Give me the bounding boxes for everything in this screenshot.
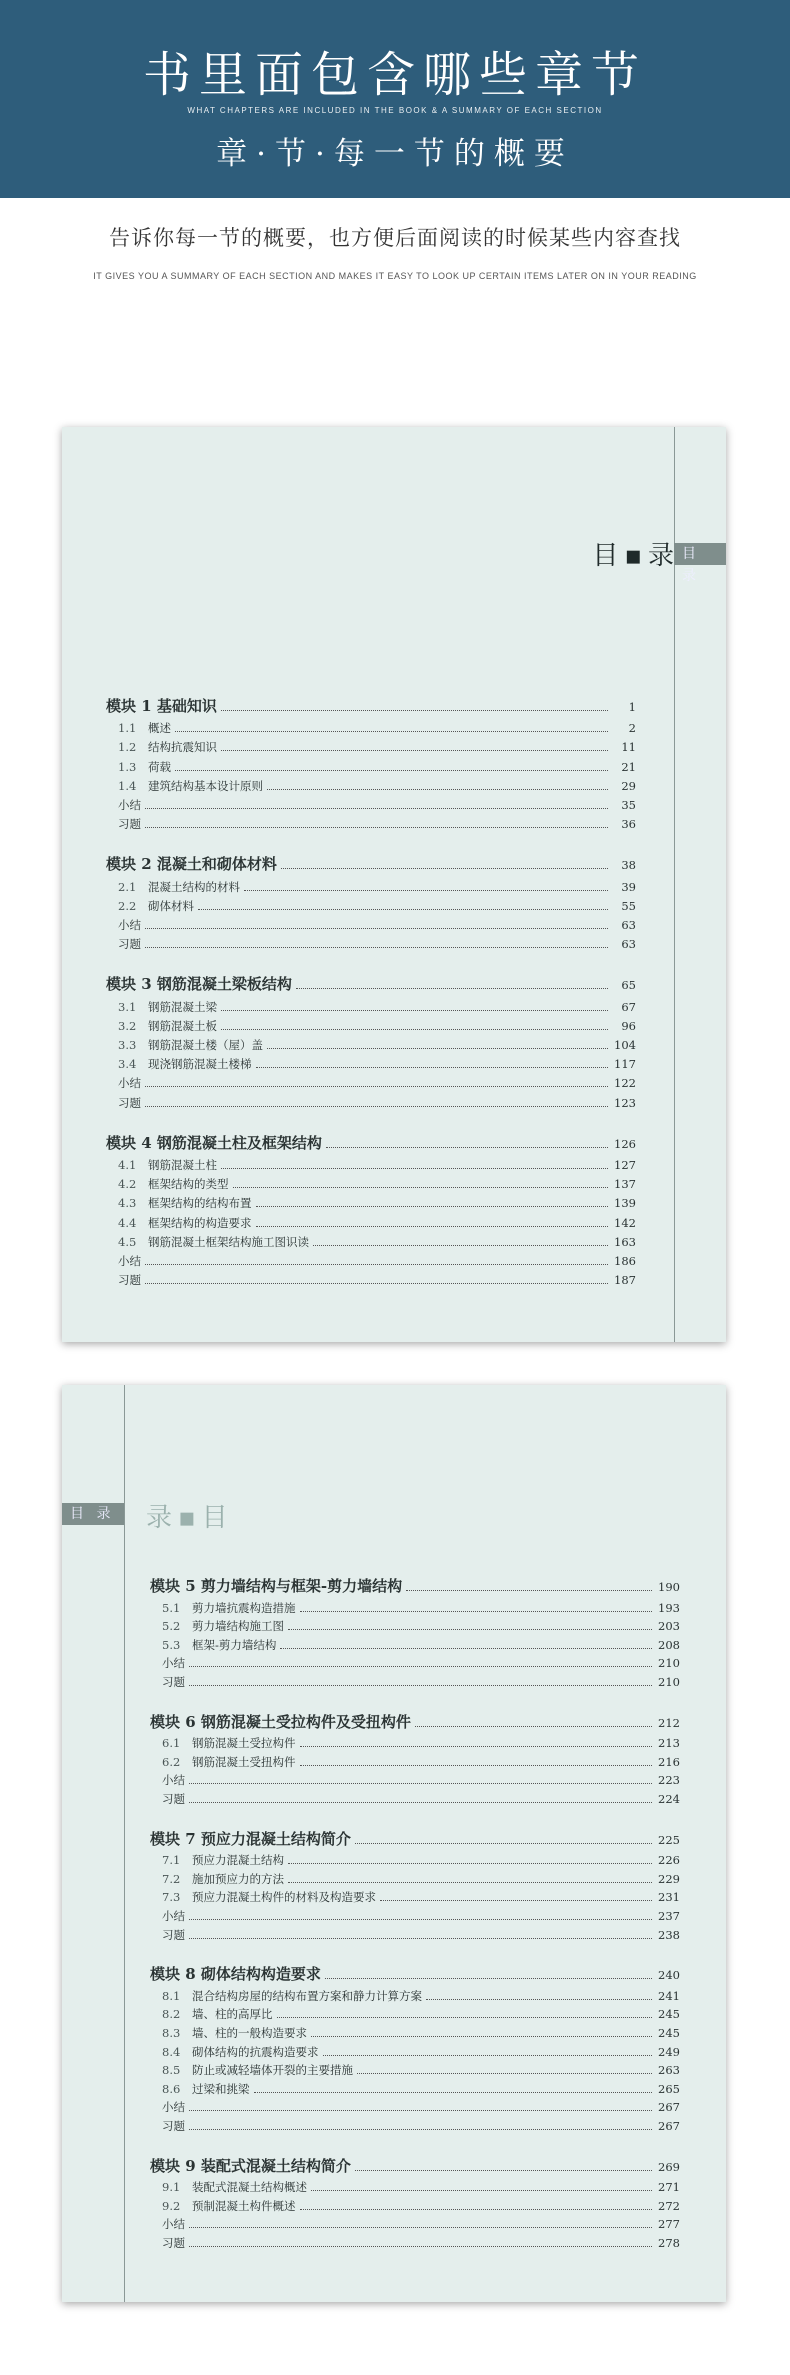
page-number: 11 <box>621 740 636 755</box>
toc-section-entry <box>118 797 636 813</box>
leader-dots <box>280 1648 652 1649</box>
leader-dots <box>189 1938 652 1939</box>
leader-dots <box>281 868 608 869</box>
leader-dots <box>288 1629 652 1630</box>
section-number: 9.1 <box>162 2180 181 2195</box>
section-title: 小结 <box>118 798 141 812</box>
section-number: 9.2 <box>162 2198 181 2213</box>
page-number: 67 <box>621 999 636 1014</box>
toc-section-entry <box>118 1056 636 1072</box>
section-title: 剪力墙结构施工图 <box>192 1619 284 1634</box>
section-title: 习题 <box>162 1675 185 1689</box>
section-number: 5.1 <box>162 1600 181 1615</box>
page-number: 65 <box>621 978 636 993</box>
page-number: 245 <box>658 2026 680 2040</box>
toc-section-entry <box>118 1215 636 1231</box>
section-title: 荷载 <box>148 759 171 774</box>
leader-dots <box>426 1999 652 2000</box>
section-number: 3.3 <box>118 1038 137 1052</box>
leader-dots <box>145 827 608 828</box>
section-title: 现浇钢筋混凝土楼梯 <box>148 1057 252 1072</box>
leader-dots <box>145 1106 608 1107</box>
leader-dots <box>256 1067 609 1068</box>
toc-page-1 <box>62 427 726 1342</box>
page-number: 36 <box>621 817 636 832</box>
side-tab: 目 录 <box>62 1503 124 1525</box>
section-number: 7.3 <box>162 1890 181 1905</box>
module-title: 模块 9 装配式混凝土结构简介 <box>150 2156 351 2175</box>
toc-section-entry <box>118 1095 636 1111</box>
section-number: 5.2 <box>162 1619 181 1634</box>
toc-section-entry <box>118 1234 636 1250</box>
leader-dots <box>221 1010 608 1011</box>
leader-dots <box>355 1843 652 1844</box>
page-number: 142 <box>614 1215 636 1230</box>
page-number: 212 <box>658 1715 680 1730</box>
toc-section-entry <box>118 778 636 794</box>
page-number: 231 <box>658 1890 680 1905</box>
leader-dots <box>357 2073 652 2074</box>
section-title: 预应力混凝土构件的材料及构造要求 <box>192 1890 376 1905</box>
toc-section-entry <box>118 739 636 755</box>
leader-dots <box>189 1919 652 1920</box>
page-number: 96 <box>621 1018 636 1033</box>
leader-dots <box>221 710 608 711</box>
leader-dots <box>256 1226 609 1227</box>
leader-dots <box>189 2227 652 2228</box>
leader-dots <box>189 1802 652 1803</box>
intro-text: 告诉你每一节的概要，也方便后面阅读的时候某些内容查找 <box>109 226 681 250</box>
toc-module-entry <box>150 1963 680 1984</box>
section-title: 钢筋混凝土受拉构件 <box>192 1736 296 1751</box>
toc-heading: 目▪录 <box>592 541 680 571</box>
page-number: 1 <box>628 700 636 714</box>
leader-dots <box>221 1029 608 1030</box>
toc-section-entry <box>118 1037 636 1053</box>
section-title: 预应力混凝土结构 <box>192 1853 284 1868</box>
toc-section-entry <box>162 2099 680 2115</box>
leader-dots <box>300 1611 653 1612</box>
section-title: 小结 <box>118 918 141 932</box>
section-number: 7.1 <box>162 1853 181 1868</box>
section-number: 8.6 <box>162 2081 181 2096</box>
section-number: 6.1 <box>162 1736 181 1751</box>
leader-dots <box>288 1863 652 1864</box>
leader-dots <box>313 1245 608 1246</box>
toc-section-entry <box>162 2179 680 2195</box>
page-number: 224 <box>658 1792 680 1806</box>
section-title: 混凝土结构的材料 <box>148 879 240 894</box>
module-title: 模块 8 砌体结构构造要求 <box>150 1965 321 1984</box>
page-number: 203 <box>658 1619 680 1634</box>
intro-text-en: IT GIVES YOU A SUMMARY OF EACH SECTION AND MAKES IT EASY TO LOOK UP CERTAIN ITEMS LATER ON IN YOUR READING <box>93 271 697 281</box>
toc-module-entry <box>106 853 636 874</box>
page-number: 193 <box>658 1600 680 1615</box>
page-number: 55 <box>621 898 636 913</box>
toc-section-entry <box>162 1772 680 1788</box>
section-title: 建筑结构基本设计原则 <box>148 778 263 793</box>
toc-section-entry <box>118 1075 636 1091</box>
leader-dots <box>221 1168 608 1169</box>
section-title: 混合结构房屋的结构布置方案和静力计算方案 <box>192 1988 422 2003</box>
section-number: 6.2 <box>162 1754 181 1769</box>
section-number: 7.2 <box>162 1871 181 1886</box>
page-number: 2 <box>628 721 636 736</box>
toc-section-entry <box>162 2198 680 2214</box>
section-title: 习题 <box>118 1095 141 1110</box>
leader-dots <box>145 947 608 948</box>
page-number: 21 <box>621 759 636 774</box>
leader-dots <box>189 2246 652 2247</box>
leader-dots <box>145 1264 608 1265</box>
toc-section-entry <box>162 2216 680 2232</box>
section-title: 习题 <box>162 2119 185 2133</box>
section-title: 小结 <box>118 1254 141 1268</box>
section-title: 习题 <box>118 1273 141 1288</box>
section-title: 概述 <box>148 721 171 736</box>
page-number: 263 <box>658 2063 680 2078</box>
section-title: 框架-剪力墙结构 <box>192 1637 277 1652</box>
section-number: 1.3 <box>118 759 137 774</box>
toc-section-entry <box>162 1637 680 1653</box>
module-title: 模块 2 混凝土和砌体材料 <box>106 855 277 874</box>
page-number: 245 <box>658 2007 680 2022</box>
section-title: 小结 <box>162 1656 185 1671</box>
section-number: 1.2 <box>118 740 137 755</box>
toc-section-entry <box>162 1908 680 1924</box>
module-title: 模块 5 剪力墙结构与框架-剪力墙结构 <box>150 1577 403 1595</box>
leader-dots <box>189 2129 652 2130</box>
section-title: 小结 <box>162 1773 185 1788</box>
section-title: 习题 <box>118 817 141 832</box>
leader-dots <box>198 909 608 910</box>
toc-page-2 <box>62 1385 726 2302</box>
section-title: 钢筋混凝土楼（屋）盖 <box>148 1038 263 1052</box>
page-number: 265 <box>658 2081 680 2096</box>
page-number: 216 <box>658 1754 680 1769</box>
section-title: 钢筋混凝土梁 <box>148 999 217 1014</box>
leader-dots <box>355 2170 652 2171</box>
page-number: 208 <box>658 1637 680 1652</box>
leader-dots <box>296 988 608 989</box>
section-number: 4.3 <box>118 1196 137 1211</box>
page-number: 237 <box>658 1909 680 1923</box>
leader-dots <box>267 1048 608 1049</box>
toc-section-entry <box>162 1852 680 1868</box>
leader-dots <box>244 890 608 891</box>
leader-dots <box>406 1590 652 1591</box>
page-number: 238 <box>658 1927 680 1942</box>
toc-section-entry <box>118 936 636 952</box>
section-number: 4.5 <box>118 1234 137 1249</box>
section-title: 习题 <box>118 937 141 952</box>
page-number: 210 <box>658 1656 680 1671</box>
page-number: 240 <box>658 1968 680 1983</box>
toc-section-entry <box>118 917 636 933</box>
page-number: 127 <box>614 1158 636 1172</box>
leader-dots <box>145 1283 608 1284</box>
toc-section-entry <box>162 1735 680 1751</box>
page-number: 249 <box>658 2044 680 2059</box>
leader-dots <box>311 2190 652 2191</box>
page-number: 225 <box>658 1832 680 1847</box>
toc-module-entry <box>150 1711 680 1732</box>
section-title: 防止或减轻墙体开裂的主要措施 <box>192 2063 353 2078</box>
section-number: 1.1 <box>118 721 137 736</box>
page-number: 278 <box>658 2236 680 2250</box>
section-number: 8.1 <box>162 1988 181 2003</box>
page-number: 267 <box>658 2119 680 2133</box>
toc-section-entry <box>118 1253 636 1269</box>
side-tab: 目 录 <box>674 543 726 565</box>
leader-dots <box>277 2017 653 2018</box>
page-number: 63 <box>621 918 636 932</box>
toc-section-entry <box>162 1871 680 1887</box>
page-number: 186 <box>614 1254 636 1268</box>
leader-dots <box>300 1765 653 1766</box>
section-number: 8.3 <box>162 2026 181 2040</box>
toc-section-entry <box>118 1195 636 1211</box>
leader-dots <box>267 789 608 790</box>
toc-heading: 录▪目 <box>146 1503 234 1533</box>
module-title: 模块 6 钢筋混凝土受拉构件及受扭构件 <box>150 1712 411 1731</box>
toc-section-entry <box>162 1618 680 1634</box>
banner-subtitle-en: WHAT CHAPTERS ARE INCLUDED IN THE BOOK & A SUMMARY OF EACH SECTION <box>187 106 603 115</box>
page-number: 190 <box>658 1580 680 1594</box>
leader-dots <box>256 1206 609 1207</box>
page-number: 271 <box>658 2180 680 2195</box>
section-title: 习题 <box>162 2236 185 2250</box>
page-number: 269 <box>658 2159 680 2174</box>
section-title: 墙、柱的高厚比 <box>192 2007 273 2022</box>
section-title: 钢筋混凝土受扭构件 <box>192 1754 296 1769</box>
toc-section-entry <box>162 1988 680 2004</box>
toc-section-entry <box>118 720 636 736</box>
leader-dots <box>300 1746 653 1747</box>
toc-section-entry <box>118 879 636 895</box>
leader-dots <box>300 2209 653 2210</box>
section-title: 剪力墙抗震构造措施 <box>192 1600 296 1615</box>
leader-dots <box>189 1666 652 1667</box>
toc-module-entry <box>150 2155 680 2176</box>
leader-dots <box>415 1726 652 1727</box>
leader-dots <box>380 1900 652 1901</box>
section-title: 习题 <box>162 1927 185 1942</box>
page-number: 241 <box>658 1988 680 2003</box>
leader-dots <box>189 1685 652 1686</box>
header-banner <box>0 0 790 198</box>
section-number: 8.4 <box>162 2044 181 2059</box>
page-rule <box>124 1385 125 2302</box>
page-number: 272 <box>658 2198 680 2213</box>
page-number: 38 <box>621 858 636 873</box>
leader-dots <box>175 731 608 732</box>
toc-module-entry <box>106 695 636 716</box>
section-number: 2.2 <box>118 898 137 913</box>
section-title: 装配式混凝土结构概述 <box>192 2180 307 2195</box>
leader-dots <box>233 1187 609 1188</box>
toc-section-entry <box>118 1018 636 1034</box>
leader-dots <box>311 2036 652 2037</box>
toc-section-entry <box>162 2025 680 2041</box>
section-title: 墙、柱的一般构造要求 <box>192 2026 307 2040</box>
page-number: 39 <box>621 879 636 894</box>
toc-module-entry <box>150 1828 680 1849</box>
page-number: 126 <box>614 1136 636 1151</box>
section-number: 5.3 <box>162 1637 181 1652</box>
section-title: 钢筋混凝土框架结构施工图识读 <box>148 1234 309 1249</box>
section-title: 小结 <box>118 1076 141 1091</box>
section-number: 4.2 <box>118 1177 137 1192</box>
toc-section-entry <box>162 1889 680 1905</box>
toc-section-entry <box>162 1600 680 1616</box>
section-title: 框架结构的类型 <box>148 1177 229 1192</box>
page-number: 163 <box>614 1234 636 1249</box>
page-number: 229 <box>658 1871 680 1886</box>
section-title: 小结 <box>162 1909 185 1923</box>
section-number: 4.4 <box>118 1215 137 1230</box>
section-title: 小结 <box>162 2217 185 2232</box>
toc-section-entry <box>162 1754 680 1770</box>
leader-dots <box>189 2110 652 2111</box>
section-number: 4.1 <box>118 1158 137 1172</box>
section-title: 框架结构的构造要求 <box>148 1215 252 1230</box>
toc-module-entry <box>106 973 636 994</box>
module-title: 模块 4 钢筋混凝土柱及框架结构 <box>106 1133 322 1152</box>
toc-module-entry <box>106 1132 636 1153</box>
section-title: 预制混凝土构件概述 <box>192 2198 296 2213</box>
toc-section-entry <box>118 898 636 914</box>
page-number: 226 <box>658 1853 680 1868</box>
page-number: 137 <box>614 1177 636 1192</box>
section-title: 钢筋混凝土板 <box>148 1018 217 1033</box>
toc-section-entry <box>162 2081 680 2097</box>
toc-section-entry <box>162 1674 680 1690</box>
page-number: 117 <box>614 1057 636 1072</box>
page-number: 63 <box>621 937 636 952</box>
page-number: 210 <box>658 1675 680 1689</box>
toc-section-entry <box>118 816 636 832</box>
page-number: 267 <box>658 2100 680 2115</box>
leader-dots <box>145 808 608 809</box>
section-number: 3.4 <box>118 1057 137 1072</box>
toc-section-entry <box>162 2118 680 2134</box>
leader-dots <box>189 1783 652 1784</box>
page-number: 35 <box>621 798 636 812</box>
module-title: 模块 7 预应力混凝土结构简介 <box>150 1829 351 1848</box>
toc-section-entry <box>162 1655 680 1671</box>
page-number: 213 <box>658 1736 680 1751</box>
banner-subtitle: 章·节·每一节的概要 <box>216 136 574 172</box>
toc-section-entry <box>118 1272 636 1288</box>
leader-dots <box>145 928 608 929</box>
section-number: 2.1 <box>118 879 137 894</box>
page-number: 139 <box>614 1196 636 1211</box>
section-title: 钢筋混凝土柱 <box>148 1158 217 1172</box>
section-title: 习题 <box>162 1792 185 1806</box>
toc-section-entry <box>162 1791 680 1807</box>
section-number: 8.2 <box>162 2007 181 2022</box>
leader-dots <box>288 1882 652 1883</box>
page-number: 123 <box>614 1095 636 1110</box>
leader-dots <box>325 1978 652 1979</box>
section-number: 8.5 <box>162 2063 181 2078</box>
page-number: 277 <box>658 2217 680 2232</box>
toc-section-entry <box>162 2062 680 2078</box>
leader-dots <box>221 750 608 751</box>
module-title: 模块 3 钢筋混凝土梁板结构 <box>106 975 292 994</box>
section-title: 砌体结构的抗震构造要求 <box>192 2044 319 2059</box>
toc-section-entry <box>118 999 636 1015</box>
section-title: 框架结构的结构布置 <box>148 1196 252 1211</box>
section-title: 结构抗震知识 <box>148 740 217 755</box>
section-number: 3.2 <box>118 1018 137 1033</box>
section-title: 过梁和挑梁 <box>192 2081 250 2096</box>
section-number: 1.4 <box>118 778 137 793</box>
section-title: 砌体材料 <box>148 898 194 913</box>
page-number: 187 <box>614 1273 636 1288</box>
section-title: 小结 <box>162 2100 185 2115</box>
toc-section-entry <box>118 759 636 775</box>
page-number: 223 <box>658 1773 680 1788</box>
page-number: 29 <box>621 778 636 793</box>
toc-section-entry <box>118 1157 636 1173</box>
toc-section-entry <box>162 2044 680 2060</box>
toc-module-entry <box>150 1575 680 1596</box>
banner-title: 书里面包含哪些章节 <box>142 47 647 103</box>
leader-dots <box>145 1086 608 1087</box>
page-number: 104 <box>614 1038 636 1052</box>
toc-section-entry <box>162 1927 680 1943</box>
toc-section-entry <box>162 2006 680 2022</box>
section-number: 3.1 <box>118 999 137 1014</box>
page-number: 122 <box>614 1076 636 1091</box>
toc-section-entry <box>162 2235 680 2251</box>
leader-dots <box>323 2055 653 2056</box>
leader-dots <box>254 2092 653 2093</box>
leader-dots <box>326 1147 608 1148</box>
toc-section-entry <box>118 1176 636 1192</box>
leader-dots <box>175 770 608 771</box>
module-title: 模块 1 基础知识 <box>106 697 217 715</box>
section-title: 施加预应力的方法 <box>192 1871 284 1886</box>
